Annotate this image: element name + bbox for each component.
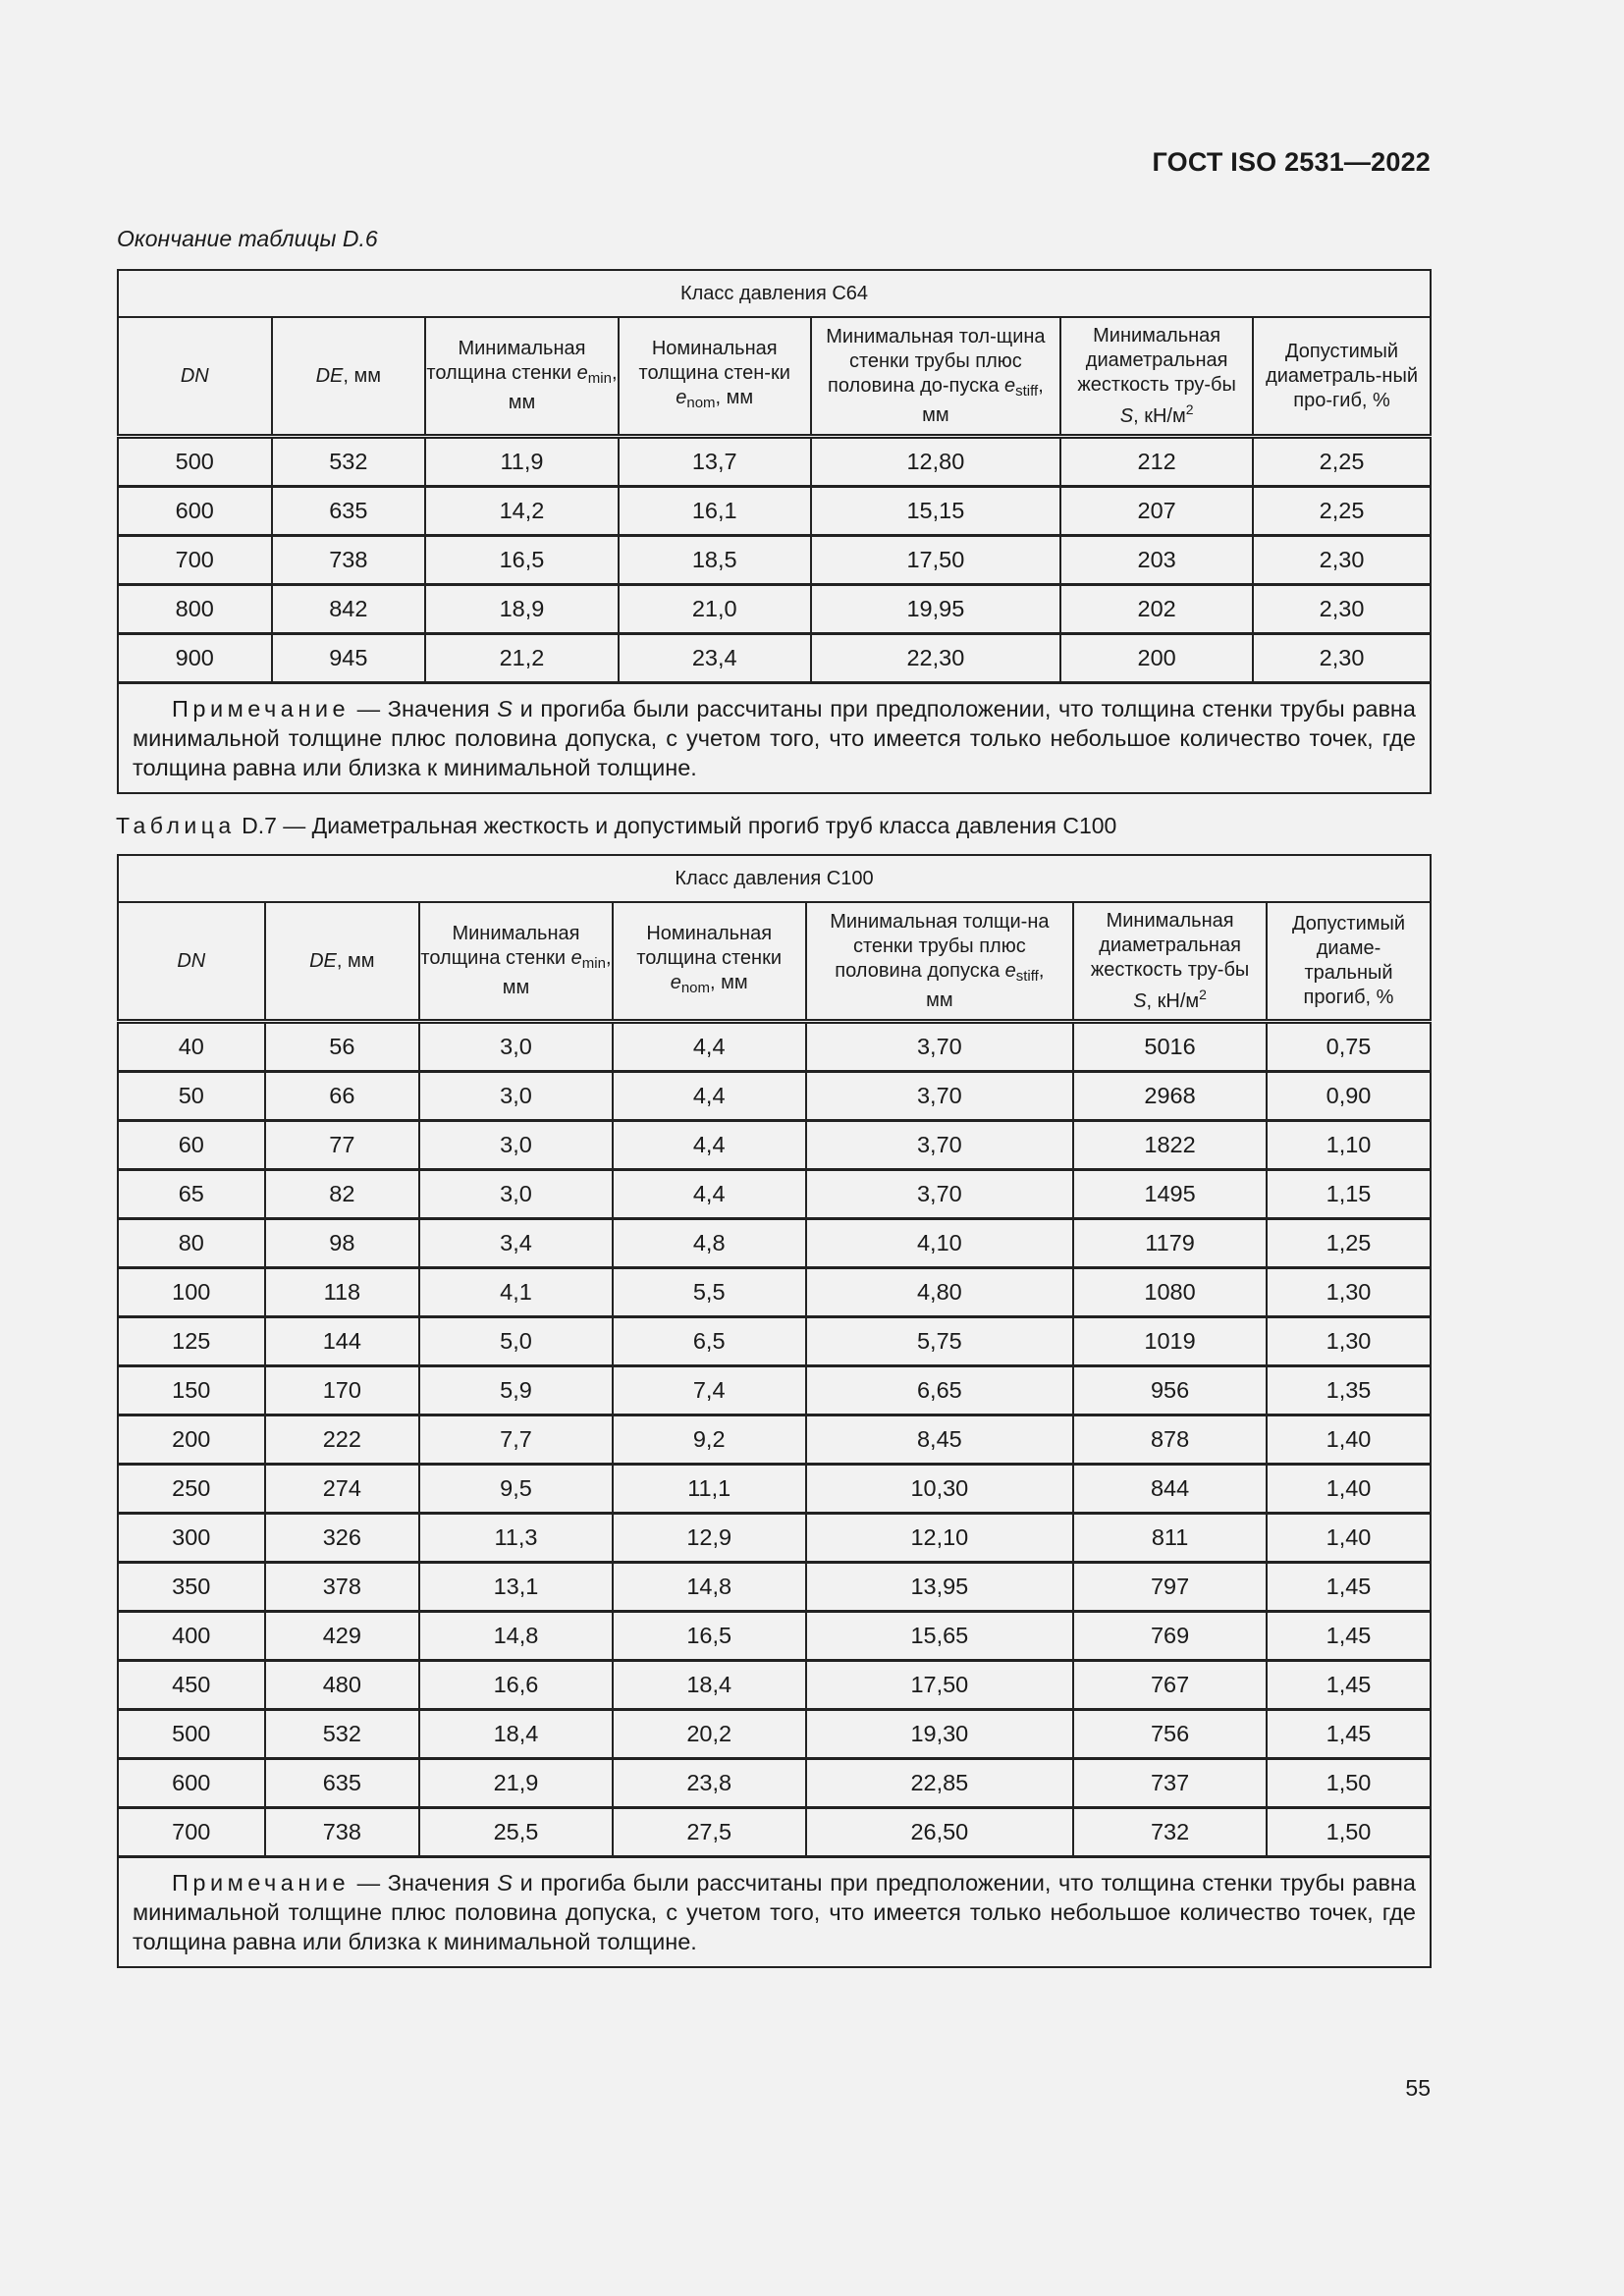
table-row [118,634,1431,683]
cell-stiffness: 1080 [1073,1268,1267,1317]
cell-dn: 600 [118,1759,265,1808]
de-symbol: DE [309,949,337,972]
emin-unit: , мм [502,947,612,998]
cell-deflection: 0,75 [1267,1022,1431,1072]
emin-label: Минимальная толщина стенки [420,923,580,969]
table-row [118,1710,1431,1759]
table-row [118,1317,1431,1366]
cell-estiff: 10,30 [806,1465,1074,1514]
cell-enom: 23,8 [613,1759,806,1808]
col-stiffness-header [1073,902,1267,1022]
col-stiffness-header [1060,317,1253,437]
cell-de: 635 [265,1759,420,1808]
cell-estiff: 12,80 [811,437,1061,487]
cell-enom: 11,1 [613,1465,806,1514]
cell-emin: 25,5 [419,1808,613,1857]
cell-deflection: 2,25 [1253,437,1431,487]
cell-de: 480 [265,1661,420,1710]
table-row [118,536,1431,585]
cell-emin: 21,2 [425,634,619,683]
table-row [118,1808,1431,1857]
cell-enom: 21,0 [619,585,811,634]
cell-de: 326 [265,1514,420,1563]
cell-stiffness: 207 [1060,487,1253,536]
col-emin-header [419,902,613,1022]
cell-stiffness: 797 [1073,1563,1267,1612]
col-emin-header [425,317,619,437]
cell-dn: 450 [118,1661,265,1710]
cell-deflection: 1,25 [1267,1219,1431,1268]
col-enom-header [613,902,806,1022]
cell-enom: 4,4 [613,1072,806,1121]
enom-unit: , мм [710,972,748,993]
cell-dn: 500 [118,1710,265,1759]
cell-estiff: 26,50 [806,1808,1074,1857]
cell-stiffness: 200 [1060,634,1253,683]
cell-de: 378 [265,1563,420,1612]
emin-unit: , мм [508,362,618,413]
cell-stiffness: 203 [1060,536,1253,585]
col-deflection-header: Допустимый диаме-тральный прогиб, % [1267,902,1431,1022]
cell-deflection: 1,45 [1267,1612,1431,1661]
cell-emin: 3,0 [419,1072,613,1121]
enom-label: Номинальная толщина стен-ки [638,338,790,384]
cell-stiffness: 811 [1073,1514,1267,1563]
col-enom-header [619,317,811,437]
s-unit: , кН/м [1146,989,1200,1012]
cell-dn: 300 [118,1514,265,1563]
cell-emin: 21,9 [419,1759,613,1808]
s-label: Минимальная диаметральная жесткость тру-бы [1090,909,1250,981]
note-label: Примечание [172,1870,351,1896]
note-text: и прогиба были рассчитаны при предположении, что толщина стенки трубы равна минимальной толщине плюс половина допуска, с учетом того, что имеется только небольшое количество точек, где толщина равна или близка к минимальной толщине. [133,696,1416,780]
de-unit: , мм [343,364,382,387]
cell-dn: 800 [118,585,272,634]
estiff-subscript: stiff [1015,967,1039,985]
cell-enom: 5,5 [613,1268,806,1317]
col-estiff-header [806,902,1074,1022]
cell-de: 118 [265,1268,420,1317]
cell-deflection: 1,30 [1267,1317,1431,1366]
emin-symbol: e [570,947,582,969]
cell-deflection: 1,30 [1267,1268,1431,1317]
cell-stiffness: 2968 [1073,1072,1267,1121]
cell-enom: 12,9 [613,1514,806,1563]
cell-deflection: 1,15 [1267,1170,1431,1219]
cell-stiffness: 1179 [1073,1219,1267,1268]
s-unit: , кН/м [1133,404,1186,427]
pressure-class-header: Класс давления С100 [118,855,1431,902]
cell-de: 532 [272,437,426,487]
cell-enom: 4,4 [613,1121,806,1170]
table-row [118,1268,1431,1317]
cell-deflection: 1,40 [1267,1465,1431,1514]
note-text-pre: — Значения [350,1870,498,1896]
cell-enom: 16,1 [619,487,811,536]
cell-deflection: 2,30 [1253,536,1431,585]
estiff-symbol: e [1004,959,1016,982]
cell-estiff: 3,70 [806,1072,1074,1121]
col-de-header [272,317,426,437]
caption-label: Таблица [116,813,236,838]
cell-deflection: 1,10 [1267,1121,1431,1170]
cell-dn: 400 [118,1612,265,1661]
s-superscript: 2 [1185,400,1194,417]
cell-stiffness: 844 [1073,1465,1267,1514]
s-superscript: 2 [1199,986,1207,1002]
cell-enom: 9,2 [613,1415,806,1465]
cell-de: 945 [272,634,426,683]
cell-dn: 700 [118,1808,265,1857]
cell-stiffness: 767 [1073,1661,1267,1710]
cell-dn: 50 [118,1072,265,1121]
cell-enom: 23,4 [619,634,811,683]
cell-de: 66 [265,1072,420,1121]
estiff-label: Минимальная тол-щина стенки трубы плюс половина до-пуска [826,325,1046,397]
cell-estiff: 3,70 [806,1170,1074,1219]
table-row [118,1415,1431,1465]
cell-emin: 5,0 [419,1317,613,1366]
table-row [118,1022,1431,1072]
estiff-subscript: stiff [1015,382,1039,400]
cell-enom: 16,5 [613,1612,806,1661]
table-row [118,1072,1431,1121]
cell-emin: 16,6 [419,1661,613,1710]
cell-emin: 3,0 [419,1170,613,1219]
cell-stiffness: 769 [1073,1612,1267,1661]
table-row [118,1170,1431,1219]
cell-emin: 5,9 [419,1366,613,1415]
cell-dn: 150 [118,1366,265,1415]
cell-deflection: 1,50 [1267,1808,1431,1857]
cell-stiffness: 878 [1073,1415,1267,1465]
note-label: Примечание [172,696,351,721]
table-row [118,1465,1431,1514]
enom-symbol: e [670,972,681,993]
estiff-unit: , мм [922,374,1044,426]
cell-stiffness: 1019 [1073,1317,1267,1366]
cell-estiff: 3,70 [806,1022,1074,1072]
cell-estiff: 15,65 [806,1612,1074,1661]
table-row [118,1661,1431,1710]
cell-enom: 14,8 [613,1563,806,1612]
cell-emin: 14,2 [425,487,619,536]
cell-estiff: 19,30 [806,1710,1074,1759]
table-row [118,1219,1431,1268]
table-row [118,487,1431,536]
table-row [118,1366,1431,1415]
cell-enom: 18,4 [613,1661,806,1710]
cell-dn: 200 [118,1415,265,1465]
pressure-class-header: Класс давления С64 [118,270,1431,317]
cell-deflection: 1,45 [1267,1661,1431,1710]
cell-deflection: 0,90 [1267,1072,1431,1121]
table-d7 [117,854,1432,1968]
col-dn-header: DN [118,902,265,1022]
cell-de: 144 [265,1317,420,1366]
cell-dn: 65 [118,1170,265,1219]
note-symbol: S [497,1870,513,1896]
table-row [118,1612,1431,1661]
cell-emin: 16,5 [425,536,619,585]
cell-de: 429 [265,1612,420,1661]
cell-deflection: 1,35 [1267,1366,1431,1415]
cell-emin: 4,1 [419,1268,613,1317]
cell-de: 56 [265,1022,420,1072]
cell-dn: 350 [118,1563,265,1612]
table-note [118,683,1431,794]
cell-de: 82 [265,1170,420,1219]
cell-deflection: 2,25 [1253,487,1431,536]
emin-symbol: e [576,362,588,384]
cell-stiffness: 956 [1073,1366,1267,1415]
enom-subscript: nom [686,395,716,411]
cell-deflection: 1,45 [1267,1563,1431,1612]
cell-enom: 4,4 [613,1170,806,1219]
cell-de: 842 [272,585,426,634]
cell-dn: 80 [118,1219,265,1268]
cell-de: 738 [272,536,426,585]
emin-subscript: min [587,370,612,387]
cell-stiffness: 1822 [1073,1121,1267,1170]
cell-enom: 6,5 [613,1317,806,1366]
cell-estiff: 22,30 [811,634,1061,683]
cell-dn: 600 [118,487,272,536]
enom-unit: , мм [715,387,754,408]
cell-de: 532 [265,1710,420,1759]
cell-de: 274 [265,1465,420,1514]
enom-subscript: nom [680,980,711,996]
cell-stiffness: 756 [1073,1710,1267,1759]
cell-enom: 13,7 [619,437,811,487]
cell-dn: 125 [118,1317,265,1366]
cell-deflection: 1,40 [1267,1514,1431,1563]
note-text-pre: — Значения [350,696,498,721]
cell-stiffness: 737 [1073,1759,1267,1808]
col-dn-header: DN [118,317,272,437]
cell-estiff: 15,15 [811,487,1061,536]
cell-estiff: 3,70 [806,1121,1074,1170]
cell-deflection: 2,30 [1253,634,1431,683]
cell-de: 98 [265,1219,420,1268]
cell-estiff: 6,65 [806,1366,1074,1415]
cell-emin: 18,4 [419,1710,613,1759]
page-number: 55 [1405,2075,1431,2101]
cell-deflection: 2,30 [1253,585,1431,634]
cell-dn: 500 [118,437,272,487]
cell-dn: 250 [118,1465,265,1514]
cell-deflection: 1,40 [1267,1415,1431,1465]
cell-stiffness: 5016 [1073,1022,1267,1072]
cell-dn: 100 [118,1268,265,1317]
cell-enom: 27,5 [613,1808,806,1857]
table-caption [116,813,1116,839]
cell-de: 170 [265,1366,420,1415]
cell-de: 738 [265,1808,420,1857]
cell-enom: 4,8 [613,1219,806,1268]
cell-estiff: 17,50 [811,536,1061,585]
cell-enom: 4,4 [613,1022,806,1072]
table-note [118,1857,1431,1968]
table-row [118,585,1431,634]
cell-emin: 7,7 [419,1415,613,1465]
table-continued-label: Окончание таблицы D.6 [117,226,378,251]
table-row [118,1121,1431,1170]
cell-estiff: 12,10 [806,1514,1074,1563]
emin-subscript: min [581,955,606,972]
s-symbol: S [1119,404,1134,427]
col-deflection-header: Допустимый диаметраль-ный про-гиб, % [1253,317,1431,437]
cell-enom: 20,2 [613,1710,806,1759]
cell-estiff: 4,10 [806,1219,1074,1268]
cell-estiff: 17,50 [806,1661,1074,1710]
cell-estiff: 8,45 [806,1415,1074,1465]
de-symbol: DE [315,364,344,387]
cell-dn: 900 [118,634,272,683]
caption-text: D.7 — Диаметральная жесткость и допустимый прогиб труб класса давления С100 [235,813,1117,838]
cell-stiffness: 732 [1073,1808,1267,1857]
note-text: и прогиба были рассчитаны при предположении, что толщина стенки трубы равна минимальной толщине плюс половина допуска, с учетом того, что имеется только небольшое количество точек, где толщина равна или близка к минимальной толщине. [133,1870,1416,1954]
table-row [118,1514,1431,1563]
cell-estiff: 19,95 [811,585,1061,634]
col-de-header [265,902,420,1022]
cell-emin: 13,1 [419,1563,613,1612]
emin-label: Минимальная толщина стенки [426,338,586,384]
estiff-label: Минимальная толщи-на стенки трубы плюс половина допуска [830,910,1050,982]
table-d6 [117,269,1432,794]
col-estiff-header [811,317,1061,437]
s-symbol: S [1133,989,1147,1012]
cell-emin: 18,9 [425,585,619,634]
cell-emin: 14,8 [419,1612,613,1661]
estiff-symbol: e [1004,374,1016,397]
s-label: Минимальная диаметральная жесткость тру-бы [1077,324,1236,396]
enom-symbol: e [676,387,687,408]
cell-emin: 9,5 [419,1465,613,1514]
cell-de: 77 [265,1121,420,1170]
cell-stiffness: 1495 [1073,1170,1267,1219]
cell-dn: 60 [118,1121,265,1170]
note-symbol: S [497,696,513,721]
cell-dn: 40 [118,1022,265,1072]
cell-stiffness: 212 [1060,437,1253,487]
cell-deflection: 1,45 [1267,1710,1431,1759]
cell-estiff: 22,85 [806,1759,1074,1808]
cell-de: 222 [265,1415,420,1465]
table-row [118,1563,1431,1612]
cell-stiffness: 202 [1060,585,1253,634]
cell-dn: 700 [118,536,272,585]
cell-emin: 3,0 [419,1121,613,1170]
de-unit: , мм [336,949,375,972]
document-code: ГОСТ ISO 2531—2022 [1152,147,1431,177]
table-row [118,1759,1431,1808]
cell-estiff: 5,75 [806,1317,1074,1366]
enom-label: Номинальная толщина стенки [636,923,783,969]
cell-deflection: 1,50 [1267,1759,1431,1808]
cell-enom: 18,5 [619,536,811,585]
cell-emin: 3,0 [419,1022,613,1072]
cell-enom: 7,4 [613,1366,806,1415]
estiff-unit: , мм [926,959,1045,1011]
table-row [118,437,1431,487]
cell-emin: 11,9 [425,437,619,487]
cell-estiff: 4,80 [806,1268,1074,1317]
cell-emin: 11,3 [419,1514,613,1563]
cell-de: 635 [272,487,426,536]
cell-estiff: 13,95 [806,1563,1074,1612]
cell-emin: 3,4 [419,1219,613,1268]
